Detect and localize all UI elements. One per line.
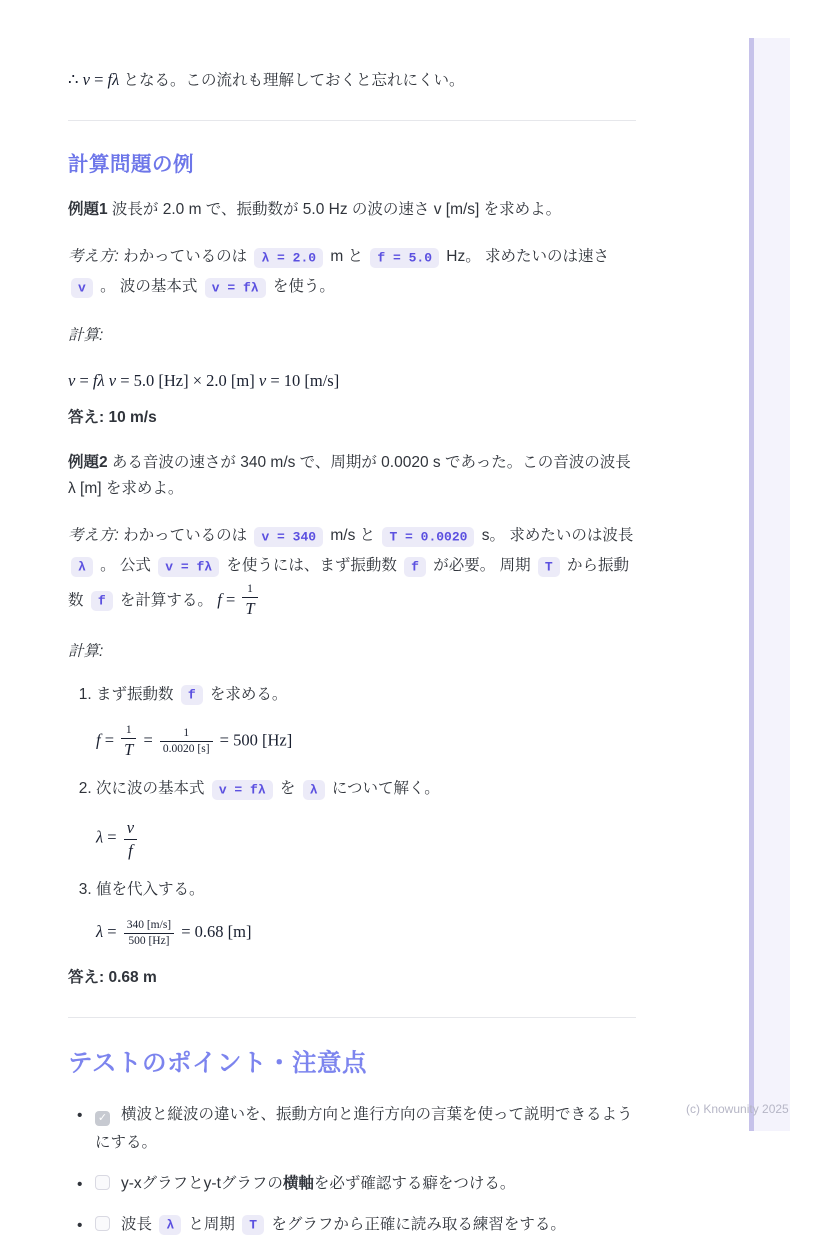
text-run: y-xグラフとy-tグラフの — [121, 1174, 283, 1192]
inline-code-badge: f = 5.0 — [370, 248, 439, 268]
inline-code-badge: f — [181, 685, 203, 705]
math-variable: v — [82, 70, 90, 89]
text-run: 値を代入する。 — [96, 881, 205, 899]
step-text — [96, 876, 636, 903]
fraction-numerator: v — [126, 818, 135, 838]
math-variable: v — [68, 371, 76, 391]
inline-code-badge: f — [404, 557, 426, 577]
inline-code-badge: f — [91, 591, 113, 611]
checklist-item — [68, 1211, 636, 1240]
step-1 — [96, 681, 636, 761]
text-run: s。 求めたいのは波長 — [477, 527, 634, 545]
math-fraction — [121, 723, 136, 760]
text-run: 横波と縦波の違いを、振動方向と進行方向の言葉を使って説明できるようにする。 — [95, 1105, 633, 1152]
step-3 — [96, 876, 636, 949]
text-run: を計算する。 — [115, 591, 218, 609]
math-text: = 0.68 [m] — [177, 922, 252, 942]
text-run: 波長が 2.0 m で、振動数が 5.0 Hz の波の速さ v [m/s] を求めよ。 — [107, 200, 562, 218]
inline-code-badge: v = 340 — [254, 527, 323, 547]
math-variable: fλ — [107, 70, 120, 89]
text-run: について解く。 — [327, 780, 440, 798]
inline-code-badge: v = fλ — [158, 557, 219, 577]
step-math — [96, 817, 636, 861]
example2-calc-label — [68, 639, 636, 665]
example2-steps — [68, 681, 636, 950]
italic-text: 考え方: — [68, 527, 119, 545]
fraction-numerator: 340 [m/s] — [126, 919, 172, 932]
inline-code-badge: v — [71, 278, 93, 298]
next-page-preview — [754, 38, 790, 1131]
step-2 — [96, 775, 636, 861]
fraction-denominator: T — [121, 738, 136, 760]
math-variable: λ — [96, 922, 104, 942]
inline-code-badge: λ — [303, 780, 325, 800]
math-text: = 5.0 [Hz] × 2.0 [m] — [116, 371, 259, 391]
step-math — [96, 723, 636, 760]
fraction-numerator: 1 — [125, 723, 132, 736]
text-run: を — [275, 780, 300, 798]
math-fraction — [124, 918, 174, 949]
example1-calculation — [68, 368, 636, 394]
math-text: = — [103, 827, 121, 847]
math-fraction — [124, 817, 137, 861]
checkbox-unchecked-icon — [95, 1175, 110, 1190]
section-heading-test-points: テストのポイント・注意点 — [68, 1049, 368, 1077]
text-run: ある音波の速さが 340 m/s で、周期が 0.0020 s であった。この音波の波長 λ [m] を求めよ。 — [68, 454, 631, 497]
text-run: m/s と — [326, 527, 380, 545]
example2-answer — [68, 965, 636, 991]
text-run: 。 波の基本式 — [95, 278, 202, 296]
text-run: 。 公式 — [95, 557, 156, 575]
checkbox-checked-icon: ✓ — [95, 1111, 110, 1126]
text-run: から振動数 — [68, 557, 630, 609]
math-variable: fλ — [92, 371, 105, 391]
fraction-denominator: T — [242, 597, 257, 619]
math-text: = 10 [m/s] — [266, 371, 340, 391]
bold-text: 答え: 0.68 m — [68, 969, 157, 987]
italic-text: 計算: — [68, 643, 104, 661]
example1-answer — [68, 405, 636, 431]
text-run: 波長 — [121, 1215, 157, 1233]
example2-problem — [68, 450, 636, 501]
math-text: = — [103, 922, 121, 942]
inline-code-badge: λ — [71, 557, 93, 577]
text-run: まず振動数 — [96, 685, 178, 703]
text-run: を使う。 — [268, 278, 335, 296]
fraction-denominator: 0.0020 [s] — [160, 741, 213, 757]
math-fraction — [242, 582, 257, 619]
math-text: ∴ — [68, 70, 83, 89]
inline-code-badge: v = fλ — [212, 780, 273, 800]
fraction-numerator: 1 — [183, 726, 190, 739]
example1-problem — [68, 197, 636, 223]
bold-text: 例題1 — [68, 200, 108, 218]
text-run: が必要。 周期 — [428, 557, 535, 575]
step-text — [96, 681, 636, 708]
intro-paragraph — [68, 66, 636, 94]
text-run: わかっているのは — [118, 527, 252, 545]
step-math — [96, 918, 636, 949]
math-text: = — [89, 70, 108, 89]
example2-approach — [68, 521, 636, 619]
inline-code-badge: T = 0.0020 — [382, 527, 474, 547]
checkbox-unchecked-icon — [95, 1216, 110, 1231]
section-heading-calculation-examples: 計算問題の例 — [68, 152, 194, 176]
math-variable: v — [258, 371, 267, 391]
math-fraction — [160, 726, 213, 757]
math-variable: λ — [96, 827, 104, 847]
math-text: = 500 [Hz] — [215, 730, 293, 750]
math-variable: f — [217, 589, 222, 609]
text-run: を求める。 — [205, 685, 288, 703]
math-text: = — [100, 730, 119, 750]
math-variable: v — [108, 371, 117, 391]
divider-2 — [68, 1017, 636, 1018]
text-run: Hz。 求めたいのは速さ — [442, 248, 610, 266]
text-run: を使うには、まず振動数 — [222, 557, 402, 575]
text-run: 次に波の基本式 — [96, 780, 209, 798]
test-points-checklist — [68, 1101, 636, 1240]
example1-approach — [68, 242, 636, 302]
inline-code-badge: T — [242, 1215, 264, 1235]
divider-1 — [68, 120, 636, 121]
inline-code-badge: λ = 2.0 — [254, 248, 323, 268]
text-run: わかっているのは — [118, 248, 252, 266]
bold-text: 答え: 10 m/s — [68, 408, 157, 426]
text-run: と周期 — [184, 1215, 240, 1233]
text-run: m と — [326, 248, 368, 266]
italic-text: 計算: — [68, 326, 104, 344]
inline-code-badge: λ — [159, 1215, 181, 1235]
text-run: を必ず確認する癖をつける。 — [313, 1174, 516, 1192]
math-text: = — [221, 589, 240, 609]
text-run: をグラフから正確に読み取る練習をする。 — [267, 1215, 566, 1233]
watermark: (c) Knowunity 2025 — [686, 1102, 789, 1116]
inline-code-badge: T — [538, 557, 560, 577]
math-variable: f — [96, 730, 101, 750]
checklist-item — [68, 1101, 636, 1158]
step-text — [96, 775, 636, 802]
inline-code-badge: v = fλ — [205, 278, 266, 298]
text-run: となる。この流れも理解しておくと忘れにくい。 — [119, 72, 465, 89]
fraction-denominator: 500 [Hz] — [124, 933, 174, 949]
math-text: = — [139, 730, 157, 750]
math-text: = — [75, 371, 93, 391]
bold-text: 例題2 — [68, 454, 108, 472]
italic-text: 考え方: — [68, 248, 119, 266]
document-content — [68, 66, 636, 1251]
checklist-item — [68, 1170, 636, 1199]
example1-calc-label — [68, 323, 636, 349]
bold-text: 横軸 — [282, 1174, 314, 1192]
fraction-numerator: 1 — [247, 582, 253, 595]
fraction-denominator: f — [124, 839, 137, 861]
